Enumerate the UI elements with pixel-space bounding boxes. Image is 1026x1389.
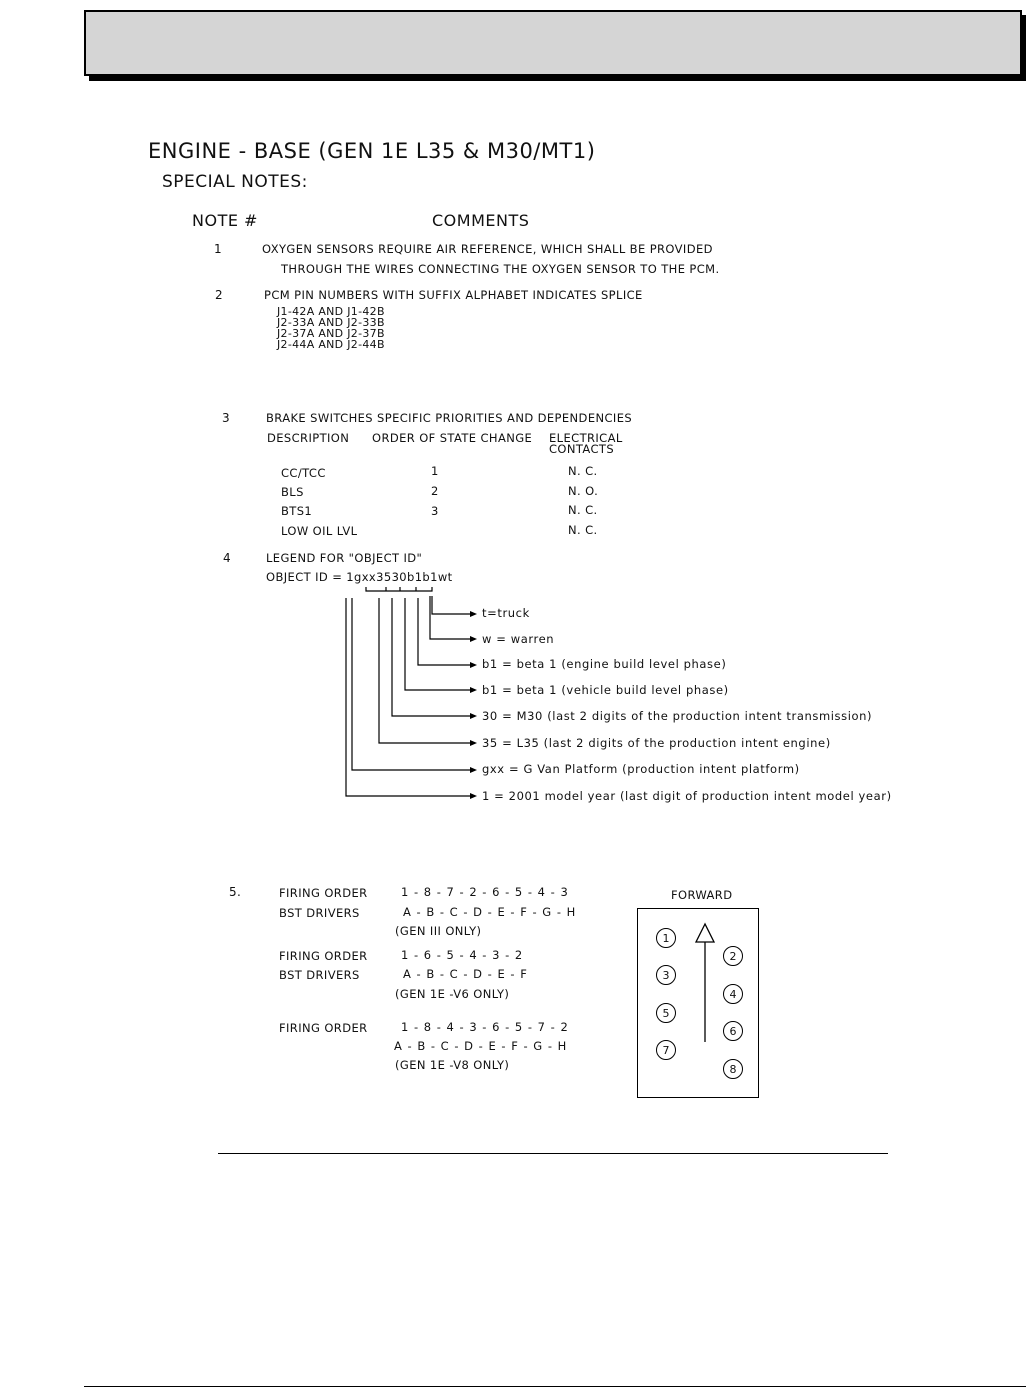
electrical-column-header: ELECTRICAL (549, 431, 623, 445)
table-cell-contact: N. O. (568, 484, 599, 498)
legend-item: 30 = M30 (last 2 digits of the production intent transmission) (482, 709, 873, 723)
table-cell-order: 2 (431, 484, 439, 498)
note-1-line-1: OXYGEN SENSORS REQUIRE AIR REFERENCE, WHICH SHALL BE PROVIDED (262, 242, 713, 256)
cylinder-5: 5 (656, 1003, 676, 1023)
firing-order-value: 1 - 8 - 4 - 3 - 6 - 5 - 7 - 2 (401, 1020, 569, 1034)
table-cell-contact: N. C. (568, 523, 598, 537)
note-2-text: PCM PIN NUMBERS WITH SUFFIX ALPHABET INDICATES SPLICE (264, 288, 643, 302)
note-1-number: 1 (214, 242, 223, 256)
legend-item: t=truck (482, 606, 530, 620)
order-column-header: ORDER OF STATE CHANGE (372, 431, 533, 445)
cylinder-6: 6 (723, 1021, 743, 1041)
table-cell-desc: BLS (281, 485, 304, 499)
cylinder-2: 2 (723, 946, 743, 966)
note-5-number: 5. (229, 885, 242, 899)
note-3-text: BRAKE SWITCHES SPECIFIC PRIORITIES AND DEPENDENCIES (266, 411, 633, 425)
note-2-number: 2 (215, 288, 224, 302)
table-cell-desc: CC/TCC (281, 466, 326, 480)
comments-header: COMMENTS (432, 211, 530, 230)
contacts-column-header: CONTACTS (549, 442, 615, 456)
header-bar (84, 10, 1022, 76)
splice-item: J1-42A AND J1-42B (277, 305, 385, 318)
splice-item: J2-37A AND J2-37B (277, 327, 385, 340)
gen-note: (GEN 1E -V6 ONLY) (395, 987, 510, 1001)
table-cell-contact: N. C. (568, 503, 598, 517)
bst-drivers-value: A - B - C - D - E - F - G - H (403, 905, 577, 919)
description-column-header: DESCRIPTION (267, 431, 350, 445)
table-cell-order: 1 (431, 464, 439, 478)
gen-note: (GEN 1E -V8 ONLY) (395, 1058, 510, 1072)
note-3-number: 3 (222, 411, 231, 425)
note-4-number: 4 (223, 551, 232, 565)
legend-item: 35 = L35 (last 2 digits of the production intent engine) (482, 736, 831, 750)
firing-order-value: 1 - 6 - 5 - 4 - 3 - 2 (401, 948, 524, 962)
firing-order-label: FIRING ORDER (279, 886, 368, 900)
page-title: ENGINE - BASE (GEN 1E L35 & M30/MT1) (148, 139, 596, 163)
forward-label: FORWARD (671, 888, 733, 902)
splice-item: J2-44A AND J2-44B (277, 338, 385, 351)
table-cell-contact: N. C. (568, 464, 598, 478)
firing-order-label: FIRING ORDER (279, 1021, 368, 1035)
cylinder-1: 1 (656, 928, 676, 948)
section-divider (218, 1153, 888, 1154)
legend-item: b1 = beta 1 (engine build level phase) (482, 657, 727, 671)
legend-item: 1 = 2001 model year (last digit of production intent model year) (482, 789, 892, 803)
note-1-line-2: THROUGH THE WIRES CONNECTING THE OXYGEN SENSOR TO THE PCM. (281, 262, 720, 276)
splice-item: J2-33A AND J2-33B (277, 316, 385, 329)
special-notes-heading: SPECIAL NOTES: (162, 172, 308, 192)
object-id-string: OBJECT ID = 1gxx3530b1b1wt (266, 570, 453, 584)
cylinder-3: 3 (656, 965, 676, 985)
legend-leader-lines (340, 582, 490, 804)
table-cell-desc: LOW OIL LVL (281, 524, 358, 538)
bst-drivers-value: A - B - C - D - E - F - G - H (394, 1039, 568, 1053)
cylinder-4: 4 (723, 984, 743, 1004)
bst-drivers-label: BST DRIVERS (279, 968, 360, 982)
cylinder-8: 8 (723, 1059, 743, 1079)
splice-list (277, 306, 385, 350)
legend-item: b1 = beta 1 (vehicle build level phase) (482, 683, 729, 697)
cylinder-7: 7 (656, 1040, 676, 1060)
gen-note: (GEN III ONLY) (395, 924, 482, 938)
note-4-text: LEGEND FOR "OBJECT ID" (266, 551, 423, 565)
firing-order-label: FIRING ORDER (279, 949, 368, 963)
table-cell-order: 3 (431, 504, 439, 518)
bst-drivers-value: A - B - C - D - E - F (403, 967, 528, 981)
firing-order-value: 1 - 8 - 7 - 2 - 6 - 5 - 4 - 3 (401, 885, 569, 899)
forward-arrow-icon (692, 922, 718, 1044)
note-number-header: NOTE # (192, 211, 258, 230)
legend-item: w = warren (482, 632, 555, 646)
footer-rule (84, 1386, 1026, 1387)
bst-drivers-label: BST DRIVERS (279, 906, 360, 920)
legend-item: gxx = G Van Platform (production intent platform) (482, 762, 800, 776)
table-cell-desc: BTS1 (281, 504, 313, 518)
